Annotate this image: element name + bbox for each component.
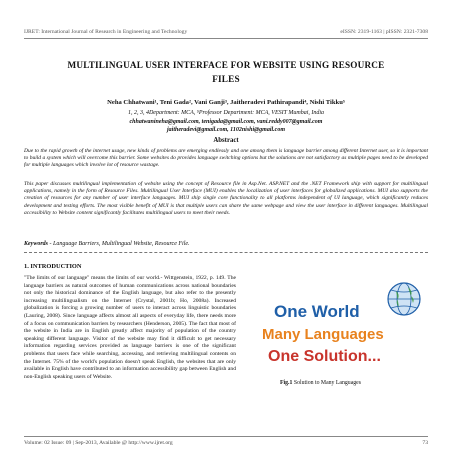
issn: eISSN: 2319-1163 | pISSN: 2321-7308 [340, 29, 428, 35]
emails-line-2: jaitheradevi@gmail.com, 1102nishi@gmail.com [167, 127, 285, 133]
page-number: 73 [422, 440, 428, 446]
figure-caption-label: Fig.1 [280, 380, 293, 386]
affiliation: 1, 2, 3, 4Department: MCA, ⁵Professor Department: MCA, VESIT Mumbai, India [127, 110, 325, 116]
header-rule [24, 38, 428, 39]
globe-icon [388, 283, 420, 315]
keywords-text: - Language Barriers, Multilingual Website, Resource File. [49, 241, 190, 247]
keywords-label: Keywords [24, 241, 48, 247]
section-divider [24, 252, 428, 253]
journal-name: IJRET: International Journal of Research in Engineering and Technology [24, 29, 188, 35]
figure-caption-text: Solution to Many Languages [293, 380, 361, 386]
figure-line-3: One Solution... [268, 348, 381, 365]
keywords [24, 241, 428, 247]
abstract-paragraph-2: This paper discusses multilingual implementation of website using the concept of Resource file in Asp.Net. ASP.NET and the .NET Framework ship with support for multilingual applications, namely in the form of Resource Files. Multilingual User Interface (MUI) enables the localization of user interfaces for globalized applications. MUI also supports the creation of resources for any number of user interface languages. MUI ship single core functionality to all platforms independent of UI language, which significantly reduces development and testing efforts. The most visible benefit of MUI is that multiple users can share the same webpage and view the user interface in different languages. Multilingual accessibility to Website content significantly facilitates multilingual users to meet their needs. [24, 181, 428, 216]
footer-rule [24, 436, 428, 437]
running-footer [24, 440, 428, 446]
figure-caption [280, 380, 361, 386]
title-line-2: FILES [212, 74, 240, 84]
figure-one-world-image [254, 277, 432, 377]
footer-volume: Volume: 02 Issue: 09 | Sep-2013, Available @ http://www.ijret.org [24, 440, 173, 446]
intro-paragraph: "The limits of our language" means the limits of our world.- Wittgenstein, 1922, p. 149. The language barriers as natural outcomes of human communications across national boundaries not only the historical dominance of the English language, but also refer to the presently increasing multilingualism on the Internet (Crystal, 2001b; Ho, 2008a). Increased globalization is forcing a growing number of users to interact across linguistic boundaries (Lauring, 2008). Since language affects almost all aspects of everyday life, there needs more of a focus on communication barriers by researchers (Henderson, 2005). The fact that most of the website in India are in English greatly affect majority of population of the country speaking different language. Visitor of the website may find it difficult to get necessary information regarding services provided as language barriers is one of the significant problems that users face while searching, accessing, and retrieving multilingual contents on the Internet. 75% of the world's population doesn't speak English, the websites that are only available in English have contributed to an information accessibility gap between English and non-English speaking users of Website. [24, 275, 236, 380]
authors: Neha Chhatwani¹, Teni Gada², Vani Ganji³, Jaitheradevi Pathirapandi⁴, Nishi Tikku⁵ [107, 99, 345, 106]
title-line-1: MULTILINGUAL USER INTERFACE FOR WEBSITE USING RESOURCE [67, 60, 385, 70]
emails-line-1: chhatwanineha@gmail.com, tenigada@gmail.com, vani.reddy007@gmail.com [129, 119, 323, 125]
paper-title [24, 58, 428, 86]
figure-line-1: One World [274, 302, 360, 321]
figure-line-2: Many Languages [262, 326, 384, 343]
abstract-heading: Abstract [213, 137, 239, 144]
abstract-paragraph-1: Due to the rapid growth of the internet usage, new kinds of problems are emerging endlessly and one among them is language barrier among different Internet user, so it is important to build a system which will overcome this barrier. Some websites do provides language switching options but the solutions are not satisfactory as multiple pages need to be developed for multiple languages which involve lot of resource wastage. [24, 148, 428, 169]
emails [24, 118, 428, 134]
running-header [24, 29, 428, 35]
intro-heading: 1. INTRODUCTION [24, 263, 82, 270]
